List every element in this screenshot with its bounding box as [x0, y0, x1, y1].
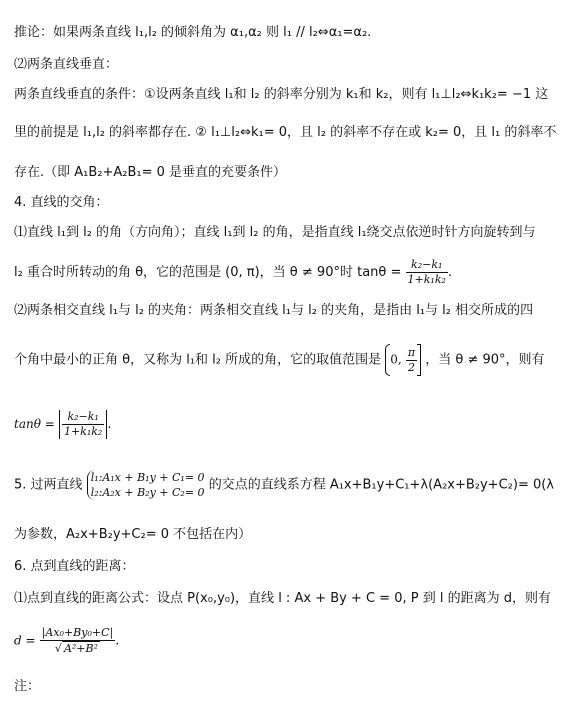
- fraction-pi-over-2: [406, 346, 417, 375]
- text-line: 4. 直线的交角：: [14, 195, 109, 210]
- line-text: tanθ =: [14, 417, 55, 431]
- line-text: 的交点的直线系方程 A₁x+B₁y+C₁+λ(A₂x+B₂y+C₂)= 0(λ: [208, 477, 555, 493]
- fraction-numerator: k₂−k₁: [406, 258, 448, 273]
- line-text: ，当 θ ≠ 90°，则有: [425, 352, 545, 368]
- system-row: l₂:A₂x + B₂y + C₂= 0: [90, 486, 205, 499]
- fraction-denominator: 1+k₁k₂: [63, 425, 103, 438]
- fraction-tan-to-angle: [406, 258, 448, 287]
- equation-system: [87, 470, 205, 500]
- text-line: 存在.（即 A₁B₂+A₂B₁= 0 是垂直的充要条件）: [14, 165, 287, 180]
- text-line: ⑵两条相交直线 l₁与 l₂ 的夹角：两条相交直线 l₁与 l₂ 的夹角，是指由 l₁与 l₂ 相交所成的四: [14, 303, 534, 318]
- text-line: 注：: [14, 679, 41, 694]
- right-bracket: [417, 344, 421, 376]
- fraction-distance: [40, 626, 116, 656]
- sqrt-radicand: A²+B²: [63, 642, 99, 655]
- abs-bars: [59, 410, 107, 439]
- line-text: 个角中最小的正角 θ，又称为 l₁和 l₂ 所成的角，它的取值范围是: [14, 352, 382, 368]
- text-line: 两条直线垂直的条件：①设两条直线 l₁和 l₂ 的斜率分别为 k₁和 k₂，则有 l₁⊥l₂⇔k₁k₂= −1 这: [14, 87, 549, 102]
- text-line: 为参数，A₂x+B₂y+C₂= 0 不包括在内）: [14, 527, 252, 542]
- fraction-denominator: 1+k₁k₂: [407, 273, 446, 286]
- text-line: tanθ = $\frac{\text{k₂−k₁}}{\text{1+k₁k₂}}$ .: [14, 410, 112, 438]
- text-line: ⑴直线 l₁到 l₂ 的角（方向角）；直线 l₁到 l₂ 的角，是指直线 l₁绕交点依逆时针方向旋转到与: [14, 225, 536, 240]
- range-left: 0,: [390, 352, 402, 367]
- text-line: 6. 点到直线的距离：: [14, 559, 135, 574]
- text-line: [14, 470, 554, 500]
- fraction-numerator: π: [407, 345, 416, 359]
- text-line: l₂ 重合时所转动的角 θ，它的范围是 (0, π)，当 θ ≠ 90°时 tanθ = $\frac{\text{k₂−k₁}}{\text{1+k₁k₂}}$ .: [14, 258, 453, 286]
- line-text: d =: [14, 633, 36, 648]
- fraction-numerator: k₂−k₁: [62, 410, 104, 425]
- line-text: 5. 过两直线: [14, 477, 83, 493]
- text-line: ⑵两条直线垂直：: [14, 57, 119, 72]
- text-line: [14, 344, 545, 376]
- line-text: l₂ 重合时所转动的角 θ，它的范围是 (0, π)，当 θ ≠ 90°时 tanθ =: [14, 265, 402, 280]
- fraction-tan-angle: [62, 410, 104, 439]
- system-row: l₁:A₁x + B₁y + C₁= 0: [90, 471, 205, 484]
- text-line: d = $\frac{\text{|Ax₀+By₀+C|}}{\text{√ A²+B²}}$ .: [14, 626, 120, 655]
- text-line: 推论：如果两条直线 l₁,l₂ 的倾斜角为 α₁,α₂ 则 l₁ // l₂⇔α₁=α₂.: [14, 25, 372, 40]
- fraction-denominator: √ A²+B²: [54, 642, 99, 655]
- fraction-denominator: 2: [407, 360, 415, 374]
- fraction-numerator: |Ax₀+By₀+C|: [41, 626, 114, 639]
- text-line: ⑴点到直线的距离公式：设点 P(x₀,y₀)，直线 l : Ax + By + C = 0, P 到 l 的距离为 d，则有: [14, 591, 551, 606]
- text-line: 里的前提是 l₁,l₂ 的斜率都存在. ② l₁⊥l₂⇔k₁= 0，且 l₂ 的斜率不存在或 k₂= 0，且 l₁ 的斜率不: [14, 125, 557, 140]
